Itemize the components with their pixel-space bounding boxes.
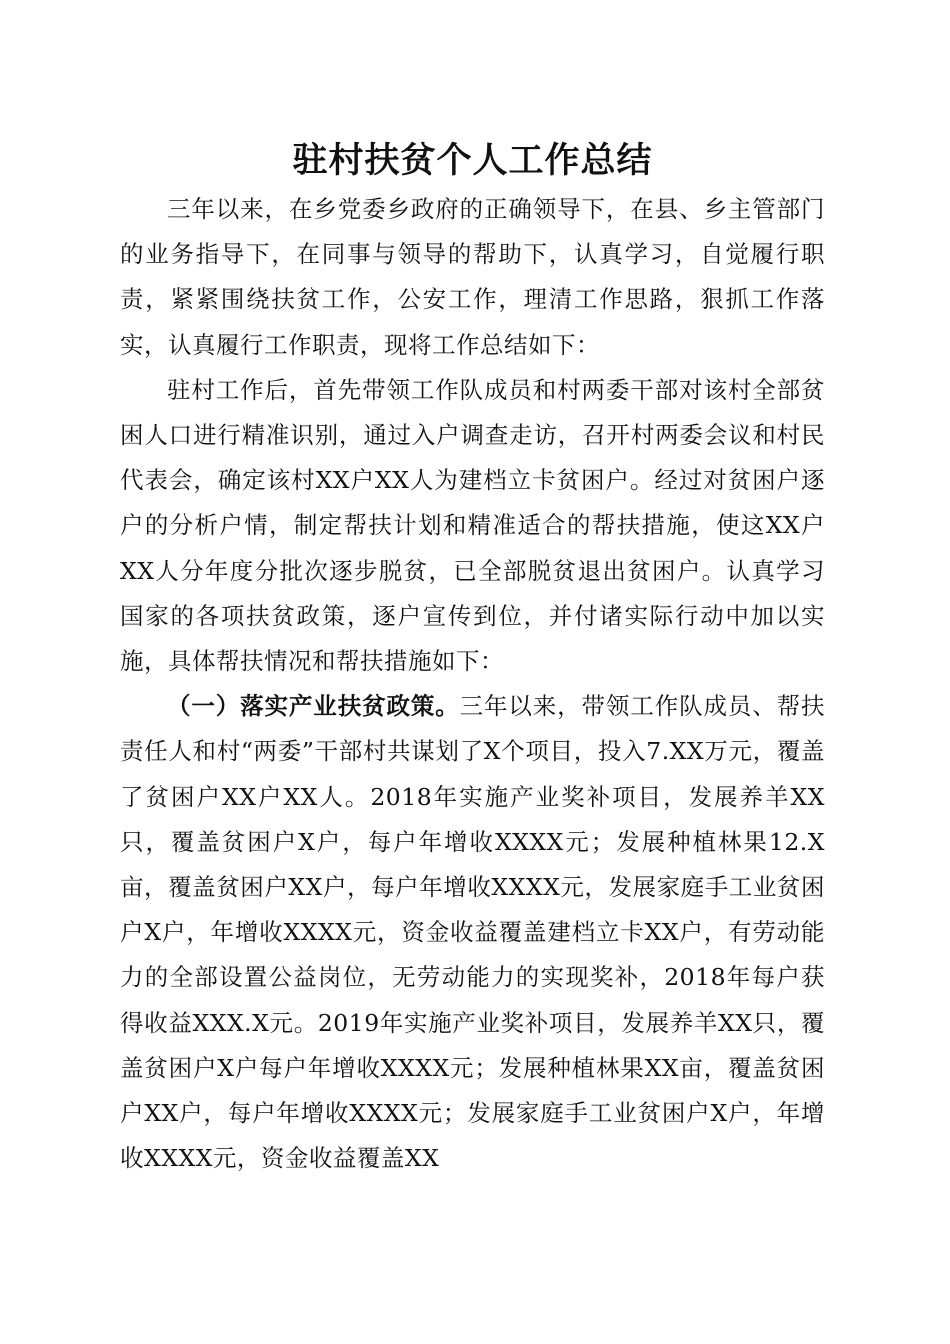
document-title: 驻村扶贫个人工作总结	[292, 140, 653, 181]
section-heading-industry-policy: （一）落实产业扶贫政策。	[167, 692, 460, 721]
paragraph-intro-text: 三年以来，在乡党委乡政府的正确领导下，在县、乡主管部门的业务指导下，在同事与领导的帮助下，认真学习，自觉履行职责，紧紧围绕扶贫工作，公安工作，理清工作思路，狠抓工作落实，认真履行工作职责，现将工作总结如下：	[120, 195, 825, 359]
paragraph-industry-policy-text: 三年以来，带领工作队成员、帮扶责任人和村“两委”干部村共谋划了X个项目，投入7.XX万元，覆盖了贫困户XX户XX人。2018年实施产业奖补项目，发展养羊XX只，覆盖贫困户X户，每户年增收XXXX元；发展种植林果12.X亩，覆盖贫困户XX户，每户年增收XXXX元，发展家庭手工业贫困户X户，年增收XXXX元，资金收益覆盖建档立卡XX户，有劳动能力的全部设置公益岗位，无劳动能力的实现奖补，2018年每户获得收益XXX.X元。2019年实施产业奖补项目，发展养羊XX只，覆盖贫困户X户每户年增收XXXX元；发展种植林果XX亩，覆盖贫困户XX户，每户年增收XXXX元；发展家庭手工业贫困户X户，年增收XXXX元，资金收益覆盖XX	[120, 692, 826, 1173]
paragraph-village-work	[120, 368, 825, 684]
document-page	[120, 135, 825, 1181]
paragraph-intro	[120, 187, 825, 368]
paragraph-village-work-text: 驻村工作后，首先带领工作队成员和村两委干部对该村全部贫困人口进行精准识别，通过入户调查走访，召开村两委会议和村民代表会，确定该村XX户XX人为建档立卡贫困户。经过对贫困户逐户的分析户情，制定帮扶计划和精准适合的帮扶措施，使这XX户XX人分年度分批次逐步脱贫，已全部脱贫退出贫困户。认真学习国家的各项扶贫政策，逐户宣传到位，并付诸实际行动中加以实施，具体帮扶情况和帮扶措施如下：	[120, 375, 825, 676]
paragraph-industry-policy	[120, 684, 825, 1181]
